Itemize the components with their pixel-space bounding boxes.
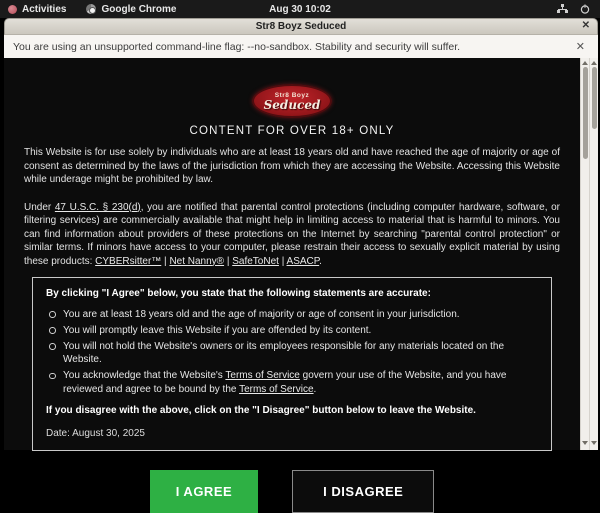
infobar-close-icon[interactable]: ✕ xyxy=(575,41,585,53)
list-item: You will not hold the Website's owners or its employees responsible for any materials located on the Website. xyxy=(46,340,538,367)
window-title-bar[interactable] xyxy=(4,18,598,35)
window-title: Str8 Boyz Seduced xyxy=(255,21,347,32)
list-item: You are at least 18 years old and the age of majority or age of consent in your jurisdiction. xyxy=(46,308,538,322)
safetonet-link[interactable]: SafeToNet xyxy=(232,255,279,267)
bullet4-mid: govern your use of the Website, and you have reviewed and agree to be bound by the xyxy=(63,370,507,395)
window-close-icon[interactable]: ✕ xyxy=(581,20,590,31)
disagree-note: If you disagree with the above, click on the "I Disagree" button below to leave the Website. xyxy=(46,405,476,416)
system-top-bar xyxy=(0,0,600,18)
product-separator: | xyxy=(278,255,287,267)
p2-end: . xyxy=(319,255,322,267)
window-scrollbar[interactable] xyxy=(589,58,598,450)
list-item: You will promptly leave this Website if you are offended by its content. xyxy=(46,324,538,338)
activities-label: Activities xyxy=(22,3,67,15)
p2-pre: Under xyxy=(24,201,55,213)
agreement-intro: By clicking "I Agree" below, you state that the following statements are accurate: xyxy=(46,288,431,299)
list-item xyxy=(46,369,538,396)
p2-body: , you are notified that parental control protections (including computer hardware, software, or filtering services) are commercially available that might help in limiting access to material that is harmful to minors. You can find information about providers of these protections on the Internet by searching "parental control protection" or similar terms. If minors have access to your computer, please restrain their access to sexually explicit material by using these products: xyxy=(24,201,560,267)
consent-button-row xyxy=(4,470,580,513)
browser-window xyxy=(4,18,598,499)
power-icon[interactable] xyxy=(580,4,590,14)
network-icon[interactable] xyxy=(557,4,568,14)
scroll-up-arrow-icon[interactable] xyxy=(590,58,598,67)
terms-of-service-link[interactable]: Terms of Service xyxy=(225,370,300,381)
agreement-statements-list xyxy=(46,308,538,397)
page-scrollbar[interactable] xyxy=(580,58,589,450)
app-menu-label: Google Chrome xyxy=(101,3,177,15)
terms-of-service-link[interactable]: Terms of Service xyxy=(239,383,314,395)
infobar-message: You are using an unsupported command-line flag: --no-sandbox. Stability and security will suffer. xyxy=(13,40,461,53)
scroll-down-arrow-icon[interactable] xyxy=(581,438,589,447)
intro-paragraph: This Website is for use solely by individuals who are at least 18 years old and have reached the age of majority or age of consent as determined by the laws of the jurisdiction from which they are accessing the Website. Accessing this Website while underage might be prohibited by law. xyxy=(24,147,560,185)
chrome-infobar xyxy=(4,35,598,58)
netnanny-link[interactable]: Net Nanny® xyxy=(169,255,225,267)
scrollbar-thumb[interactable] xyxy=(583,67,588,159)
scroll-down-arrow-icon[interactable] xyxy=(590,438,598,447)
statute-link[interactable]: 47 U.S.C. § 230(d) xyxy=(54,201,141,213)
logo-line1: Str8 Boyz xyxy=(274,91,310,99)
cybersitter-link[interactable]: CYBERsitter™ xyxy=(95,255,162,267)
bullet4-pre: You acknowledge that the Website's xyxy=(63,370,226,381)
page-title: CONTENT FOR OVER 18+ ONLY xyxy=(189,125,395,137)
bullet4-end: . xyxy=(313,383,317,395)
page-content-area xyxy=(4,58,598,499)
product-separator: | xyxy=(224,255,233,267)
product-separator: | xyxy=(161,255,170,267)
parental-control-paragraph xyxy=(24,201,560,269)
scroll-up-arrow-icon[interactable] xyxy=(581,58,589,67)
scrollbar-thumb[interactable] xyxy=(592,67,597,129)
i-agree-button[interactable]: I AGREE xyxy=(150,470,258,513)
agreement-box xyxy=(32,277,552,451)
age-verification-page xyxy=(4,58,580,499)
site-logo xyxy=(252,84,332,118)
clock[interactable]: Aug 30 10:02 xyxy=(269,3,331,15)
asacp-link[interactable]: ASACP xyxy=(286,255,320,267)
i-disagree-button[interactable]: I DISAGREE xyxy=(292,470,434,513)
logo-line2: Seduced xyxy=(263,97,321,112)
date-line: Date: August 30, 2025 xyxy=(46,427,145,439)
